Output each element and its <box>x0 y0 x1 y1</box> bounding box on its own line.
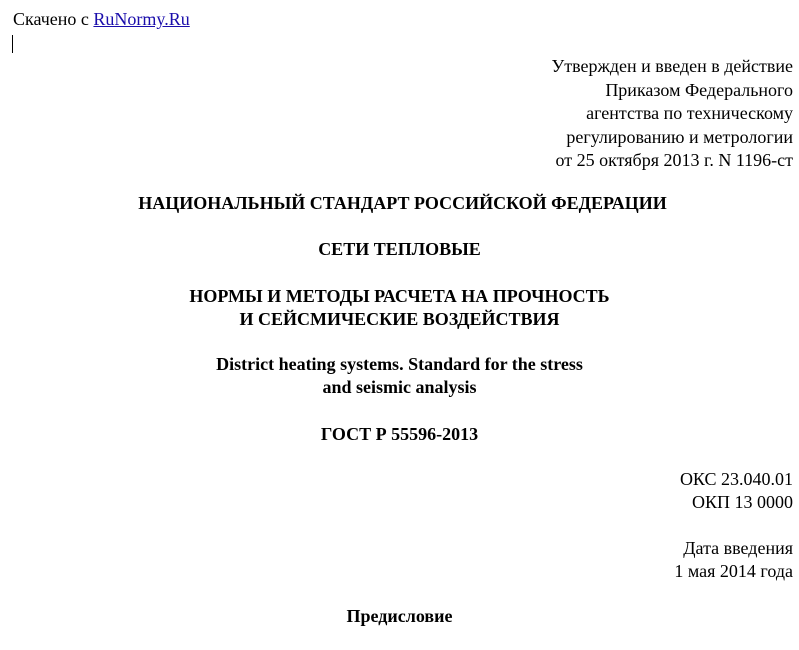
oks-code: ОКС 23.040.01 <box>679 469 793 489</box>
approval-line: Утвержден и введен в действие <box>551 56 793 76</box>
introduction-date <box>674 537 793 583</box>
classification-codes <box>680 468 793 514</box>
approval-line: регулированию и метрологии <box>566 126 793 147</box>
norms-title <box>0 285 799 331</box>
approval-line: от 25 октября 2013 г. N 1196-ст <box>555 150 793 170</box>
english-title <box>0 353 799 399</box>
approval-block <box>551 55 793 173</box>
english-title-line-1: District heating systems. Standard for the stress <box>216 354 583 374</box>
standard-type-title: НАЦИОНАЛЬНЫЙ СТАНДАРТ РОССИЙСКОЙ ФЕДЕРАЦИИ <box>138 193 667 213</box>
norms-title-line-1: НОРМЫ И МЕТОДЫ РАСЧЕТА НА ПРОЧНОСТЬ <box>189 286 610 306</box>
preface-heading: Предисловие <box>346 606 453 626</box>
source-prefix: Скачено с <box>13 9 94 29</box>
introduction-date-value: 1 мая 2014 года <box>674 561 793 581</box>
english-title-line-2: and seismic analysis <box>322 377 477 397</box>
norms-title-line-2: И СЕЙСМИЧЕСКИЕ ВОЗДЕЙСТВИЯ <box>239 309 560 329</box>
approval-line: Приказом Федерального <box>605 79 793 100</box>
text-cursor <box>12 35 13 53</box>
introduction-label: Дата введения <box>683 538 793 558</box>
approval-line: агентства по техническому <box>586 103 793 123</box>
source-line <box>13 9 190 30</box>
gost-number: ГОСТ Р 55596-2013 <box>320 424 479 444</box>
source-link[interactable]: RuNormy.Ru <box>93 9 190 29</box>
network-title: СЕТИ ТЕПЛОВЫЕ <box>318 239 481 259</box>
okp-code: ОКП 13 0000 <box>691 492 793 512</box>
